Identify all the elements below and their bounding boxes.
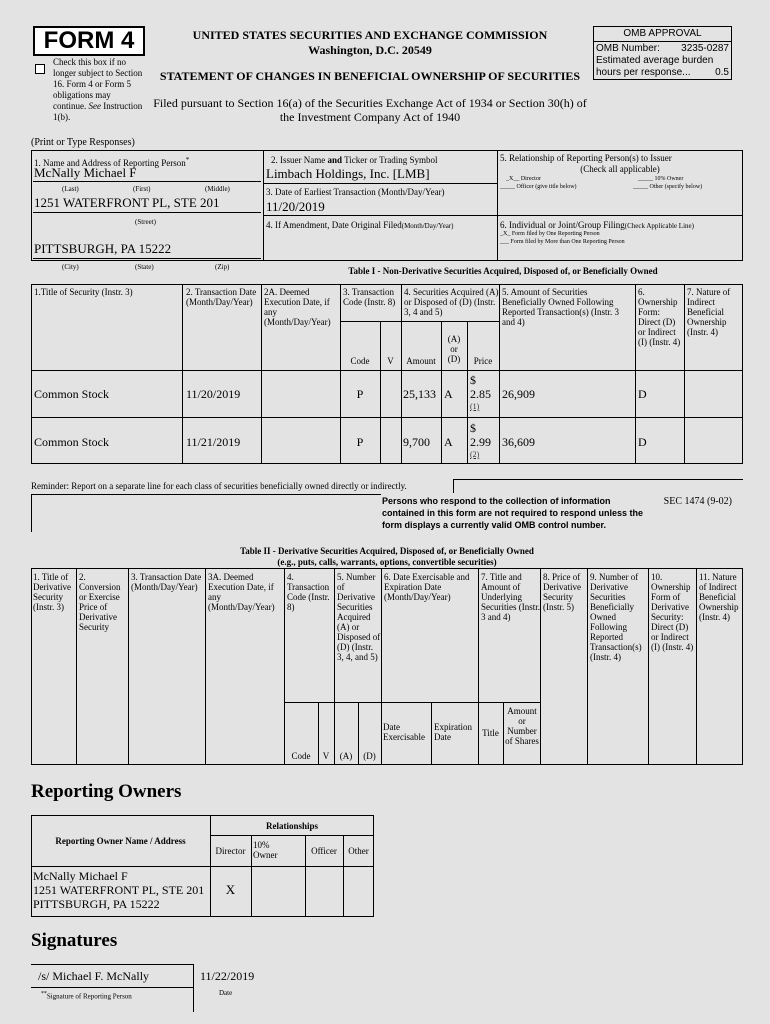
row-ad: A bbox=[444, 387, 453, 401]
row-amount: 25,133 bbox=[403, 387, 436, 401]
t1-h5: 5. Amount of Securities Beneficially Owned Following Reported Transaction(s) (Instr. 3 and 4) bbox=[502, 287, 619, 327]
row-price-sign: $ bbox=[470, 373, 476, 387]
label-state: (State) bbox=[135, 263, 154, 271]
owner-address-1: 1251 WATERFRONT PL, STE 201 bbox=[33, 883, 205, 897]
box6-label: 6. Individual or Joint/Group Filing(Check Applicable Line) bbox=[500, 220, 694, 230]
omb-title: OMB APPROVAL bbox=[594, 27, 731, 42]
agency-address: Washington, D.C. 20549 bbox=[308, 43, 432, 57]
t1-h1: 1.Title of Security (Instr. 3) bbox=[34, 287, 133, 297]
row-code: P bbox=[356, 387, 364, 401]
table2-title: Table II - Derivative Securities Acquired, Disposed of, or Beneficially Owned bbox=[240, 546, 534, 556]
statement-title: STATEMENT OF CHANGES IN BENEFICIAL OWNERSHIP OF SECURITIES bbox=[159, 69, 581, 83]
signatures-heading: Signatures bbox=[31, 930, 118, 951]
t2-h4: 4. Transaction Code (Instr. 8) bbox=[287, 572, 330, 612]
t2-h3a: 3A. Deemed Execution Date, if any (Month/Day/Year) bbox=[208, 572, 275, 612]
filed-line-2: the Investment Company Act of 1940 bbox=[279, 110, 461, 124]
omb-number-value: 3235-0287 bbox=[681, 43, 729, 54]
t1-h2a: 2A. Deemed Execution Date, if any (Month/Day/Year) bbox=[264, 287, 331, 327]
owners-col-10pct: 10% Owner bbox=[253, 840, 278, 860]
omb-number-label: OMB Number: bbox=[596, 43, 660, 54]
t1-h4: 4. Securities Acquired (A) or Disposed of (D) (Instr. 3, 4 and 5) bbox=[404, 287, 499, 317]
row-amount: 9,700 bbox=[403, 435, 430, 449]
issuer-name: Limbach Holdings, Inc. [LMB] bbox=[266, 166, 430, 181]
label-street: (Street) bbox=[135, 218, 156, 226]
row-code: P bbox=[356, 435, 364, 449]
t2-sub-title: Title bbox=[482, 728, 499, 738]
row-ad: A bbox=[444, 435, 453, 449]
signature-label: **Signature of Reporting Person bbox=[41, 991, 132, 1001]
checkbox-see: See bbox=[88, 101, 101, 111]
label-last: (Last) bbox=[62, 185, 79, 193]
owners-col-other: Other bbox=[348, 846, 369, 856]
t2-h2: 2. Conversion or Exercise Price of Derivative Security bbox=[79, 572, 121, 632]
row-price: 2.99 bbox=[470, 435, 491, 449]
t1-h2: 2. Transaction Date (Month/Day/Year) bbox=[186, 287, 257, 307]
form-title: FORM 4 bbox=[43, 27, 135, 54]
relationship-other: _____ Other (specify below) bbox=[633, 184, 703, 190]
t2-sub-a: (A) bbox=[339, 751, 353, 761]
t2-sub-d: (D) bbox=[363, 751, 376, 761]
row-price-sign: $ bbox=[470, 421, 476, 435]
t2-sub-exercisable: Date Exercisable bbox=[383, 722, 425, 742]
t2-sub-code: Code bbox=[291, 751, 311, 761]
t2-sub-amount: Amount or Number of Shares bbox=[505, 706, 539, 746]
t2-sub-v: V bbox=[322, 751, 330, 761]
t2-h9: 9. Number of Derivative Securities Beneficially Owned Following Reported Transaction(s) (Instr. 4) bbox=[590, 572, 642, 662]
relationship-officer: _____ Officer (give title below) bbox=[500, 184, 577, 190]
t2-h3: 3. Transaction Date (Month/Day/Year) bbox=[131, 572, 202, 592]
box2-label: 2. Issuer Name and Ticker or Trading Symbol bbox=[271, 155, 438, 165]
box5-label: 5. Relationship of Reporting Person(s) to Issuer bbox=[500, 153, 672, 163]
reminder: Reminder: Report on a separate line for each class of securities beneficially owned directly or indirectly. bbox=[31, 481, 407, 491]
print-type: (Print or Type Responses) bbox=[31, 137, 135, 148]
row-owned: 26,909 bbox=[502, 387, 535, 401]
table2-subtitle: (e.g., puts, calls, warrants, options, convertible securities) bbox=[277, 557, 497, 567]
t1-sub-v: V bbox=[387, 356, 394, 366]
row-owned: 36,609 bbox=[502, 435, 535, 449]
label-middle: (Middle) bbox=[205, 185, 230, 193]
signature-date: 11/22/2019 bbox=[200, 969, 255, 983]
row-footnote-link[interactable]: (1) bbox=[470, 402, 480, 411]
row-form: D bbox=[638, 435, 647, 449]
omb-hours-value: 0.5 bbox=[715, 67, 729, 78]
t1-h6: 6. Ownership Form: Direct (D) or Indirect (I) (Instr. 4) bbox=[638, 287, 681, 347]
box1-label: 1. Name and Address of Reporting Person* bbox=[34, 156, 190, 168]
table1-title: Table I - Non-Derivative Securities Acquired, Disposed of, or Beneficially Owned bbox=[348, 266, 658, 276]
owners-relationships: Relationships bbox=[265, 821, 318, 831]
owner-address-2: PITTSBURGH, PA 15222 bbox=[33, 897, 160, 911]
reporting-person-street: 1251 WATERFRONT PL, STE 201 bbox=[34, 195, 220, 210]
row-title: Common Stock bbox=[34, 435, 110, 449]
t2-h8: 8. Price of Derivative Security (Instr. 5) bbox=[543, 572, 581, 612]
signature-name: /s/ Michael F. McNally bbox=[38, 969, 150, 983]
no-longer-subject-checkbox[interactable] bbox=[35, 60, 45, 78]
relationship-10pct: _____ 10% Owner bbox=[638, 176, 684, 182]
t2-h6: 6. Date Exercisable and Expiration Date (Month/Day/Year) bbox=[384, 572, 470, 602]
checkbox-instr: Instruction 1(b). bbox=[53, 101, 143, 122]
filed-line-1: Filed pursuant to Section 16(a) of the Securities Exchange Act of 1934 or Section 30(h) of bbox=[153, 96, 587, 110]
box5-sub: (Check all applicable) bbox=[580, 164, 660, 174]
t1-sub-amount: Amount bbox=[406, 356, 436, 366]
box3-label: 3. Date of Earliest Transaction (Month/Day/Year) bbox=[266, 187, 445, 197]
omb-approval-box bbox=[593, 26, 732, 80]
row-price: 2.85 bbox=[470, 387, 491, 401]
checkbox-text: Check this box if no longer subject to Section 16. Form 4 or Form 5 obligations may continue. bbox=[53, 57, 143, 111]
row-date: 11/20/2019 bbox=[186, 387, 241, 401]
owner-director-mark: X bbox=[225, 882, 236, 897]
t2-h7: 7. Title and Amount of Underlying Securities (Instr. 3 and 4) bbox=[481, 572, 540, 622]
relationship-director: _X__ Director bbox=[506, 176, 541, 182]
reporting-owners-heading: Reporting Owners bbox=[31, 781, 182, 802]
reporting-person-name: McNally Michael F bbox=[34, 165, 137, 180]
sec-code: SEC 1474 (9-02) bbox=[663, 496, 732, 507]
t1-sub-code: Code bbox=[350, 356, 370, 366]
owners-col-director: Director bbox=[215, 846, 246, 856]
box4-label: 4. If Amendment, Date Original Filed(Month/Day/Year) bbox=[266, 220, 454, 230]
t1-h3: 3. Transaction Code (Instr. 8) bbox=[343, 287, 396, 307]
row-footnote-link[interactable]: (2) bbox=[470, 450, 480, 459]
row-date: 11/21/2019 bbox=[186, 435, 241, 449]
checkbox-note bbox=[53, 57, 145, 123]
earliest-transaction-date: 11/20/2019 bbox=[266, 199, 325, 214]
filing-one-person: _X_ Form filed by One Reporting Person bbox=[500, 231, 600, 237]
t1-h7: 7. Nature of Indirect Beneficial Ownership (Instr. 4) bbox=[687, 287, 731, 337]
omb-notice: Persons who respond to the collection of information contained in this form are not required to respond unless the form displays a currently valid OMB control number. bbox=[382, 496, 644, 530]
omb-hours-label: hours per response... bbox=[596, 67, 691, 78]
t2-h10: 10. Ownership Form of Derivative Security: Direct (D) or Indirect (I) (Instr. 4) bbox=[651, 572, 694, 652]
label-zip: (Zip) bbox=[215, 263, 230, 271]
t2-h5: 5. Number of Derivative Securities Acquired (A) or Disposed of (D) (Instr. 3, 4, and 5) bbox=[337, 572, 381, 662]
filing-more-persons: ___ Form filed by More than One Reporting Person bbox=[500, 239, 625, 245]
t1-sub-price: Price bbox=[473, 356, 493, 366]
agency: UNITED STATES SECURITIES AND EXCHANGE COMMISSION bbox=[192, 28, 548, 42]
t1-sub-ad: (A) or (D) bbox=[447, 334, 461, 364]
owner-name: McNally Michael F bbox=[33, 869, 128, 883]
date-label: Date bbox=[219, 989, 233, 997]
omb-burden-label: Estimated average burden bbox=[596, 55, 714, 66]
table1-grid bbox=[31, 284, 743, 464]
t2-h11: 11. Nature of Indirect Beneficial Ownership (Instr. 4) bbox=[699, 572, 739, 622]
reporting-person-city: PITTSBURGH, PA 15222 bbox=[34, 241, 172, 256]
t2-h1: 1. Title of Derivative Security (Instr. 3) bbox=[33, 572, 71, 612]
label-city: (City) bbox=[62, 263, 79, 271]
owners-col-name: Reporting Owner Name / Address bbox=[55, 836, 186, 846]
t2-sub-expiration: Expiration Date bbox=[434, 722, 472, 742]
label-first: (First) bbox=[133, 185, 151, 193]
row-title: Common Stock bbox=[34, 387, 110, 401]
owners-col-officer: Officer bbox=[311, 846, 337, 856]
row-form: D bbox=[638, 387, 647, 401]
